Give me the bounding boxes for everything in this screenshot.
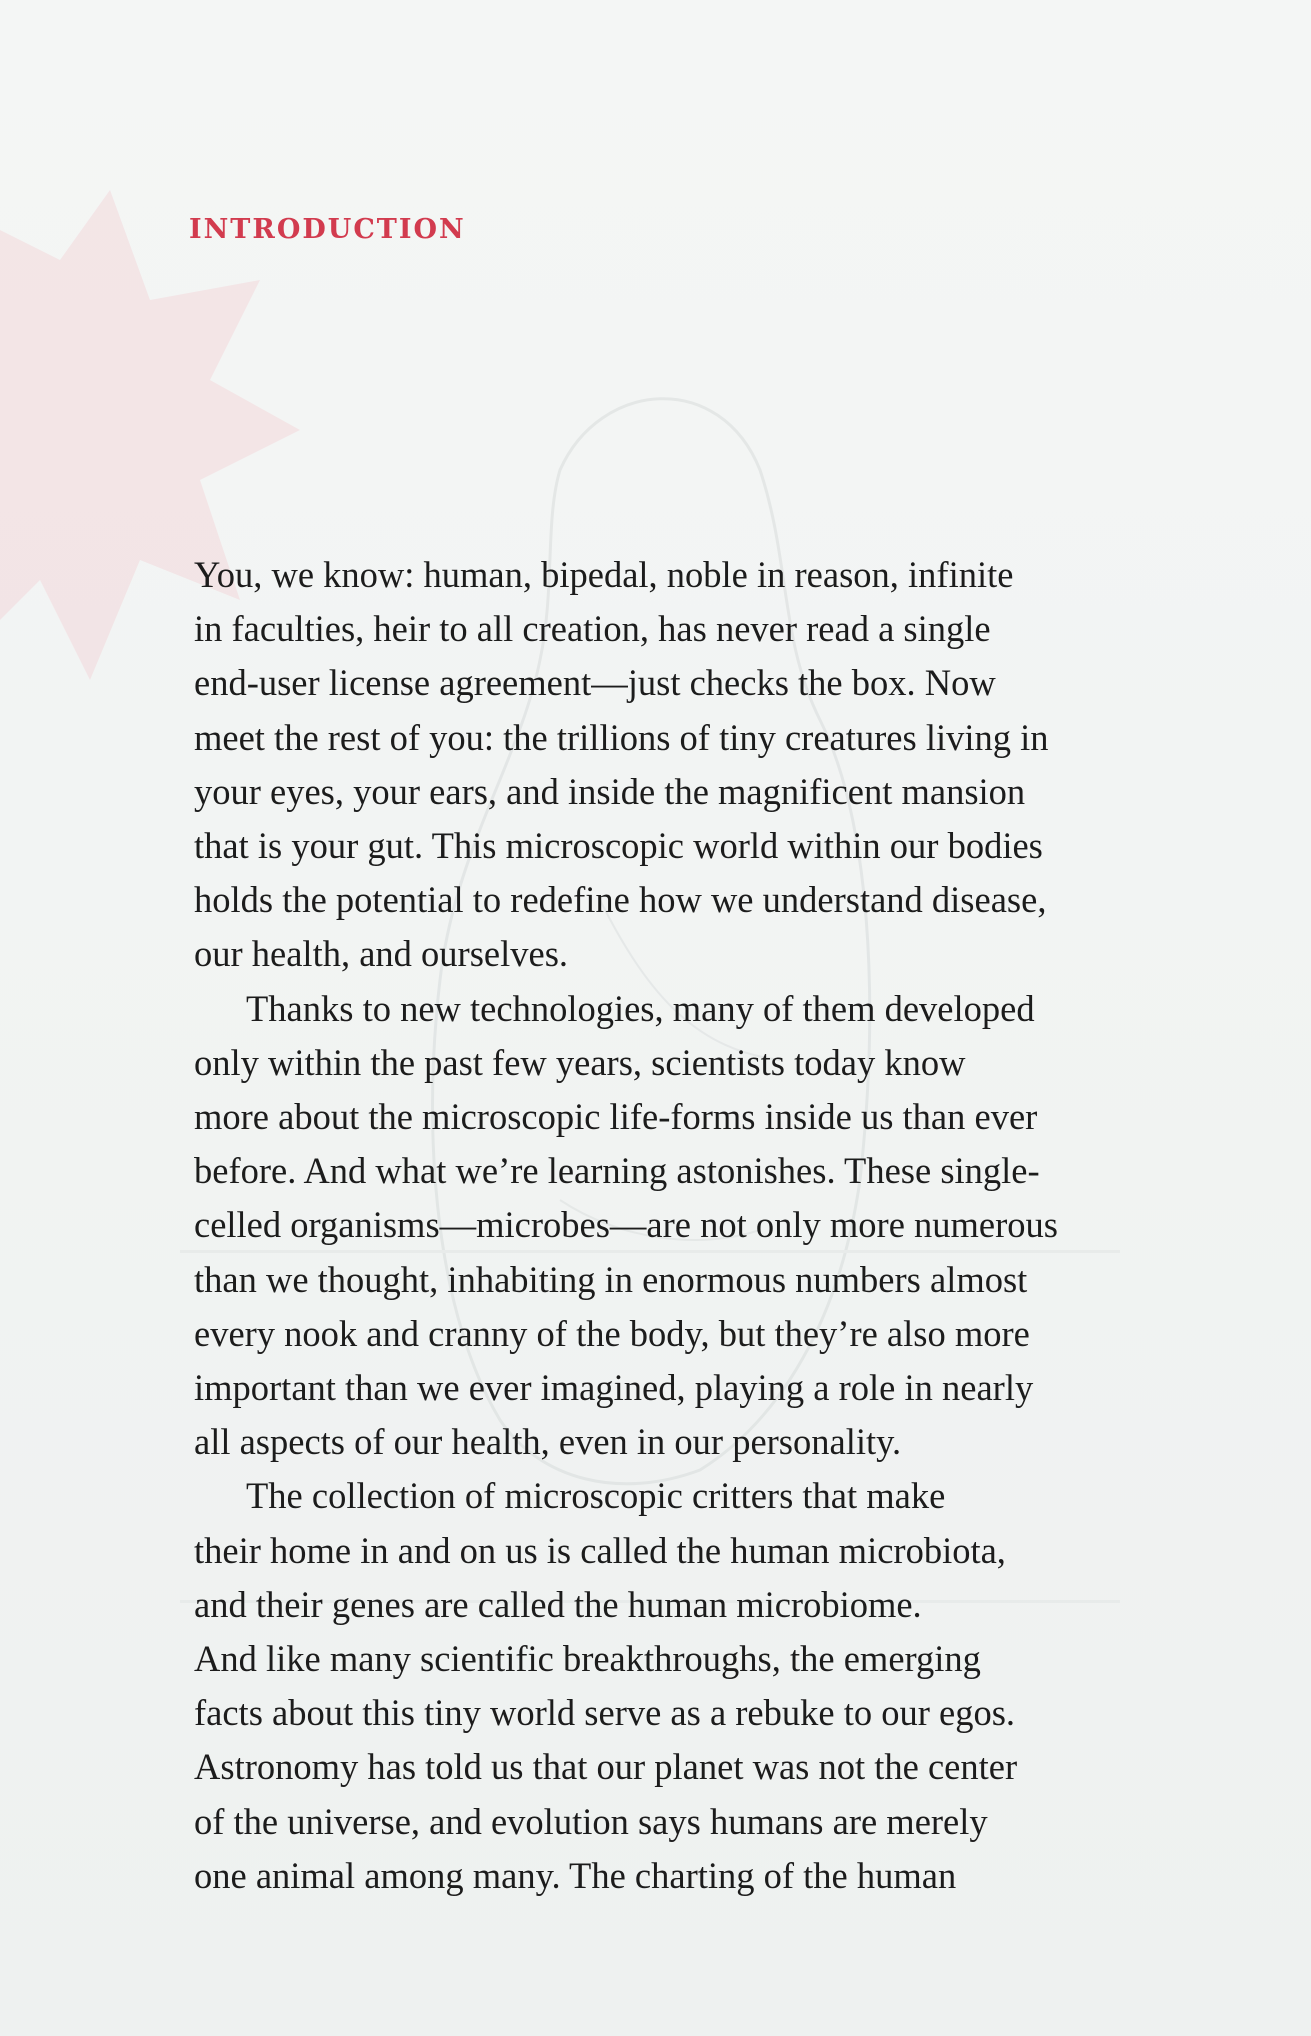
text-line: your eyes, your ears, and inside the magnificent mansion [194, 770, 1026, 812]
text-line: You, we know: human, bipedal, noble in reason, infinite [194, 554, 1014, 595]
text-line: their home in and on us is called the human microbiota, [194, 1529, 1006, 1571]
paragraph-1 [194, 548, 1184, 982]
text-line: Thanks to new technologies, many of them developed [246, 987, 1035, 1029]
section-heading: INTRODUCTION [189, 214, 466, 245]
text-line: facts about this tiny world serve as a rebuke to our egos. [194, 1692, 1016, 1734]
text-line: meet the rest of you: the trillions of tiny creatures living in [194, 716, 1049, 758]
text-line: every nook and cranny of the body, but they’re also more [194, 1312, 1030, 1354]
text-line: before. And what we’re learning astonishes. These single- [194, 1150, 1040, 1192]
text-line: one animal among many. The charting of the human [194, 1854, 957, 1896]
text-line: The collection of microscopic critters that make [246, 1475, 946, 1517]
text-line: of the universe, and evolution says humans are merely [194, 1800, 988, 1842]
text-line: and their genes are called the human microbiome. [194, 1583, 922, 1625]
paragraph-2 [194, 982, 1184, 1470]
text-line: that is your gut. This microscopic world within our bodies [194, 825, 1043, 867]
text-line: only within the past few years, scientists today know [194, 1041, 966, 1083]
text-line: our health, and ourselves. [194, 933, 569, 975]
text-line: important than we ever imagined, playing a role in nearly [194, 1367, 1034, 1409]
text-line: And like many scientific breakthroughs, the emerging [194, 1638, 981, 1680]
body-text [194, 548, 1184, 1903]
text-line: than we thought, inhabiting in enormous numbers almost [194, 1258, 1028, 1300]
text-line: Astronomy has told us that our planet was not the center [194, 1746, 1018, 1788]
text-line: more about the microscopic life-forms inside us than ever [194, 1096, 1038, 1138]
paragraph-3 [194, 1469, 1184, 1903]
text-line: holds the potential to redefine how we understand disease, [194, 879, 1047, 921]
text-line: all aspects of our health, even in our personality. [194, 1421, 902, 1463]
text-line: in faculties, heir to all creation, has never read a single [194, 608, 991, 650]
text-line: celled organisms—microbes—are not only more numerous [194, 1204, 1058, 1246]
text-line: end-user license agreement—just checks the box. Now [194, 662, 996, 704]
